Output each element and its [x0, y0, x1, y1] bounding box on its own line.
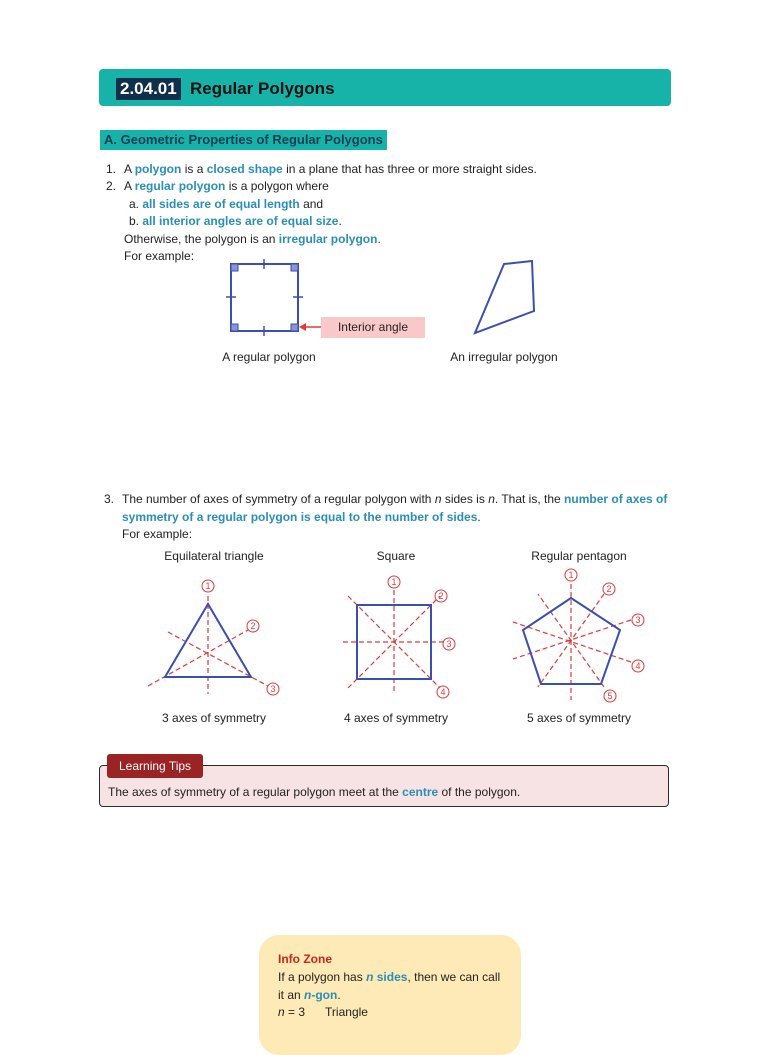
- info-zone-line-3: n = 3 Triangle: [278, 1005, 368, 1019]
- pentagon-caption: 5 axes of symmetry: [526, 711, 632, 725]
- figure-regular-vs-irregular: [0, 0, 768, 400]
- info-zone-line-1: If a polygon has n sides, then we can call: [278, 970, 501, 984]
- item-3-text: The number of axes of symmetry of a regular polygon with n sides is n. That is, the number of axes of: [122, 492, 668, 506]
- svg-text:4: 4: [440, 687, 446, 697]
- item-3-text-2: symmetry of a regular polygon is equal to the number of sides.: [122, 510, 481, 524]
- svg-text:2: 2: [250, 621, 256, 631]
- item-1-number: 1.: [106, 162, 117, 176]
- triangle-title: Equilateral triangle: [164, 549, 264, 563]
- section-number: 2.04.01: [116, 78, 181, 100]
- svg-text:2: 2: [606, 584, 612, 594]
- regular-polygon-caption: A regular polygon: [222, 350, 316, 364]
- svg-text:3: 3: [446, 639, 452, 649]
- svg-text:4: 4: [635, 661, 641, 671]
- item-2-number: 2.: [106, 179, 117, 193]
- pentagon-title: Regular pentagon: [531, 549, 627, 563]
- square-caption: 4 axes of symmetry: [343, 711, 449, 725]
- page-title: Regular Polygons: [190, 79, 335, 98]
- item-3-number: 3.: [104, 492, 115, 506]
- svg-text:3: 3: [270, 684, 276, 694]
- svg-text:1: 1: [391, 577, 397, 587]
- svg-text:3: 3: [635, 615, 641, 625]
- item-1-text: A polygon is a closed shape in a plane that has three or more straight sides.: [124, 162, 537, 176]
- info-zone-title: Info Zone: [278, 952, 332, 966]
- learning-tips-label: Learning Tips: [107, 754, 203, 778]
- item-2-text: A regular polygon is a polygon where: [124, 179, 329, 193]
- learning-tips-text: The axes of symmetry of a regular polygon meet at the centre of the polygon.: [108, 785, 521, 799]
- svg-text:1: 1: [568, 570, 574, 580]
- triangle-symmetry-figure: [148, 580, 279, 695]
- interior-angle-arrow: [299, 323, 321, 331]
- irregular-polygon-figure: [475, 261, 534, 333]
- svg-text:1: 1: [205, 581, 211, 591]
- item-2-b: b. all interior angles are of equal size.: [129, 214, 342, 228]
- item-2-example: For example:: [124, 249, 195, 263]
- pentagon-symmetry-figure: [513, 569, 644, 702]
- item-2-otherwise: Otherwise, the polygon is an irregular polygon.: [124, 232, 381, 246]
- section-a-heading: A. Geometric Properties of Regular Polygons: [100, 130, 387, 150]
- square-symmetry-figure: [343, 576, 455, 698]
- regular-square-figure: [226, 259, 303, 336]
- item-2-a: a. all sides are of equal length and: [129, 197, 324, 211]
- symmetry-figures: [0, 560, 768, 710]
- triangle-caption: 3 axes of symmetry: [161, 711, 267, 725]
- svg-text:2: 2: [438, 591, 444, 601]
- svg-text:5: 5: [607, 691, 613, 701]
- item-3-example: For example:: [122, 527, 193, 541]
- square-title: Square: [376, 549, 416, 563]
- irregular-polygon-caption: An irregular polygon: [450, 350, 558, 364]
- interior-angle-label: Interior angle: [337, 320, 409, 334]
- info-zone-line-2: it an n-gon.: [278, 988, 341, 1002]
